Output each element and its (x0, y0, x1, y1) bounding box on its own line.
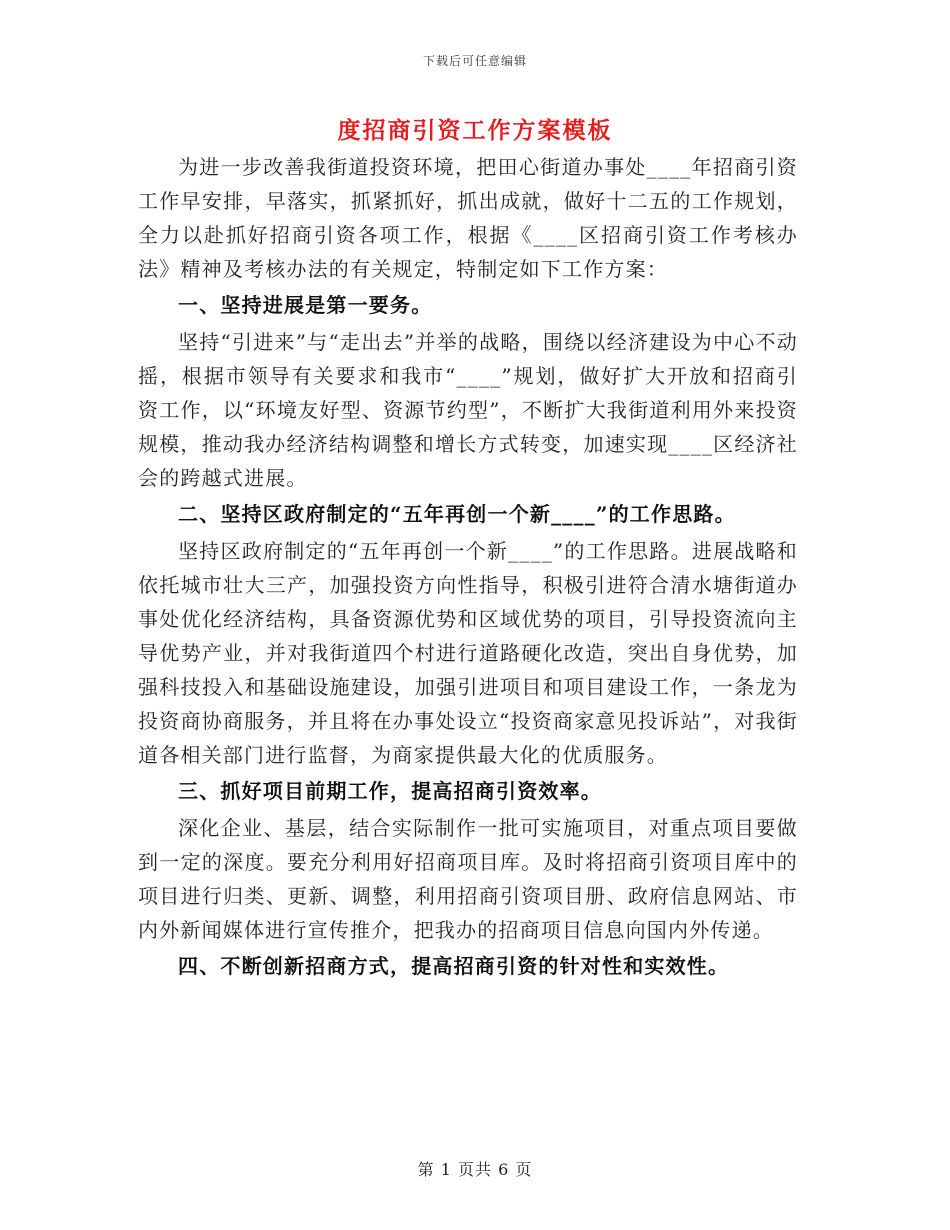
section-2-heading: 二、坚持区政府制定的“五年再创一个新____”的工作思路。 (178, 502, 736, 526)
section-4-heading: 四、不断创新招商方式，提高招商引资的针对性和实效性。 (178, 954, 730, 978)
section-3-heading: 三、抓好项目前期工作，提高招商引资效率。 (178, 779, 602, 803)
document-title: 度招商引资工作方案模板 (337, 117, 613, 144)
document-body (138, 150, 798, 986)
section-3-paragraph: 深化企业、基层，结合实际制作一批可实施项目，对重点项目要做到一定的深度。要充分利用好招商项目库。及时将招商引资项目库中的项目进行归类、更新、调整，利用招商引资项目册、政府信息网站、市内外新闻媒体进行宣传推介，把我办的招商项目信息向国内外传递。 (138, 816, 798, 942)
section-2-paragraph: 坚持区政府制定的“五年再创一个新____”的工作思路。进展战略和依托城市壮大三产，加强投资方向性指导，积极引进符合清水塘街道办事处优化经济结构，具备资源优势和区域优势的项目，引导投资流向主导优势产业，并对我街道四个村进行道路硬化改造，突出自身优势，加强科技投入和基础设施建设，加强引进项目和项目建设工作，一条龙为投资商协商服务，并且将在办事处设立“投资商家意见投诉站”，对我街道各相关部门进行监督，为商家提供最大化的优质服务。 (138, 539, 798, 767)
intro-paragraph: 为进一步改善我街道投资环境，把田心街道办事处____年招商引资工作早安排，早落实，抓紧抓好，抓出成就，做好十二五的工作规划，全力以赴抓好招商引资各项工作，根据《____区招商引资工作考核办法》精神及考核办法的有关规定，特制定如下工作方案： (138, 155, 798, 281)
page-header-note: 下载后可任意编辑 (422, 54, 527, 68)
section-1-heading: 一、坚持进展是第一要务。 (178, 293, 433, 317)
page-footer: 第 1 页共 6 页 (417, 1160, 533, 1179)
section-1-paragraph: 坚持“引进来”与“走出去”并举的战略，围绕以经济建设为中心不动摇，根据市领导有关要求和我市“____”规划，做好扩大开放和招商引资工作，以“环境友好型、资源节约型”，不断扩大我街道利用外来投资规模，推动我办经济结构调整和增长方式转变，加速实现____区经济社会的跨越式进展。 (138, 330, 798, 490)
